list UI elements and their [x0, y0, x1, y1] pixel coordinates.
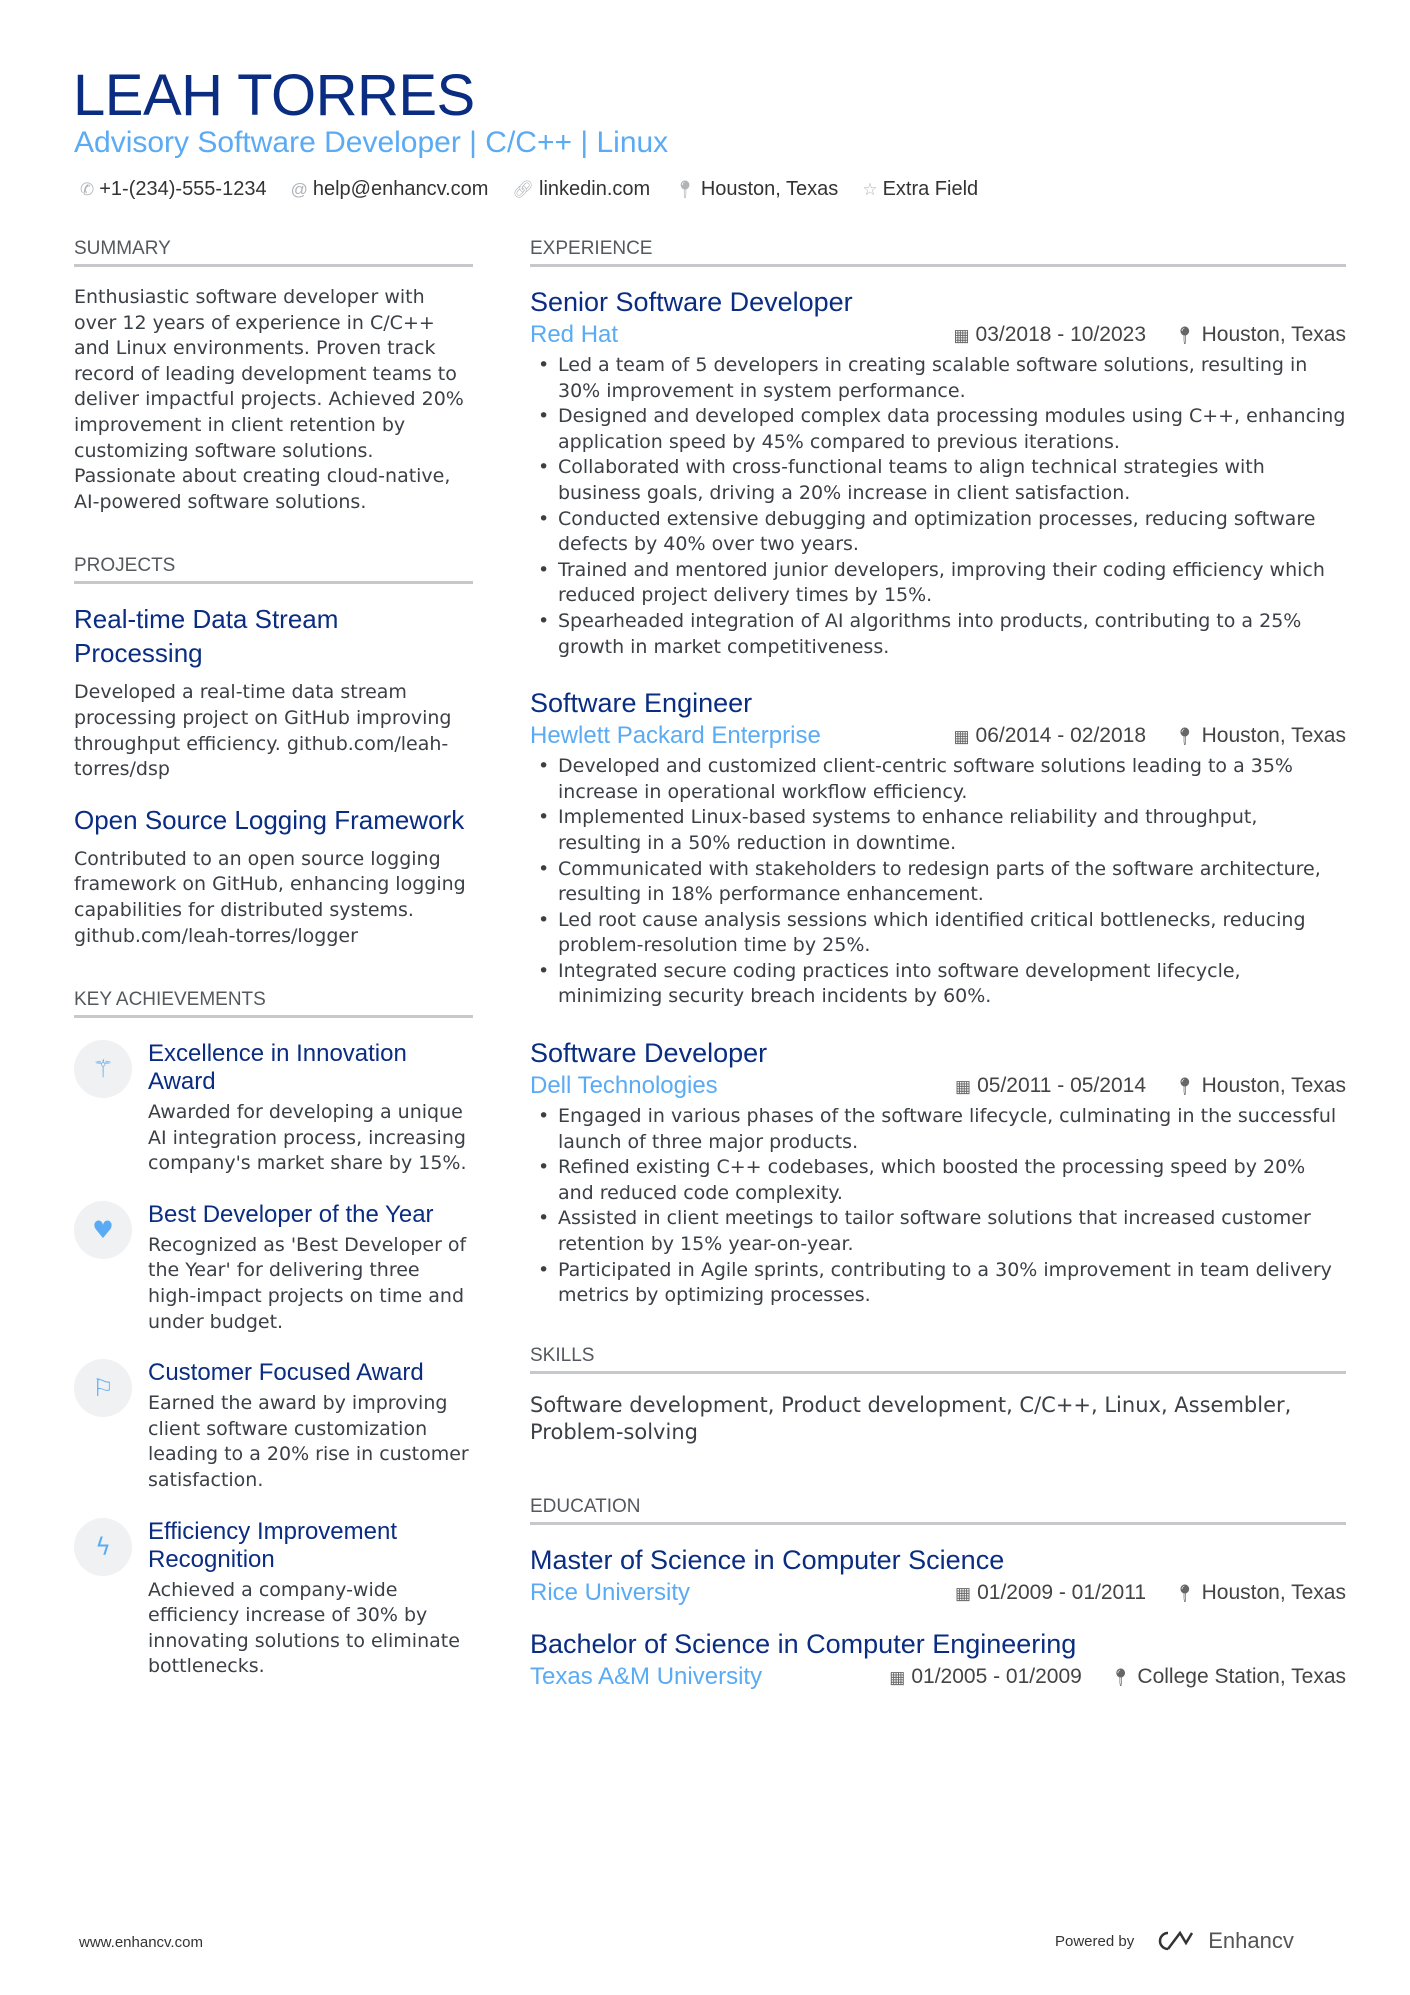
- education-location: College Station, Texas: [1137, 1664, 1346, 1688]
- job-entry: [530, 1036, 1346, 1309]
- footer-website[interactable]: www.enhancv.com: [79, 1934, 203, 1951]
- candidate-name: LEAH TORRES: [73, 63, 475, 128]
- job-location: Houston, Texas: [1201, 1074, 1346, 1098]
- job-bullets: [530, 754, 1346, 1010]
- footer-branding: [1055, 1928, 1294, 1954]
- job-title: Software Developer: [530, 1038, 768, 1069]
- job-bullet: • Conducted extensive debugging and optimization processes, reducing software defects by 40% over two years.: [530, 507, 1346, 558]
- extra-text: Extra Field: [882, 178, 979, 200]
- job-title: Software Engineer: [530, 688, 753, 719]
- achievement-text: Awarded for developing a unique AI integration process, increasing company's market share by 15%.: [148, 1101, 467, 1175]
- job-bullet: • Implemented Linux-based systems to enhance reliability and throughput, resulting in a 50% reduction in downtime.: [530, 805, 1346, 856]
- magic-wand-icon: ⚚: [74, 1040, 132, 1098]
- project-text: Contributed to an open source logging framework on GitHub, enhancing logging capabilities for distributed systems. github.com/leah-torres/logger: [74, 847, 466, 947]
- contact-extra: [862, 178, 978, 201]
- achievement-text: Earned the award by improving client software customization leading to a 20% rise in customer satisfaction.: [148, 1392, 469, 1492]
- skills-heading: SKILLS: [530, 1345, 1346, 1374]
- job-dates: 06/2014 - 02/2018: [975, 724, 1147, 748]
- summary-text: Enthusiastic software developer with over 12 years of experience in C/C++ and Linux environments. Proven track record of leading development teams to deliver impactful projects. Achieved 20% improvement in client retention by customizing software solutions. Passionate about creating cloud-native, AI-powered software solutions.: [74, 286, 464, 513]
- achievements-heading: KEY ACHIEVEMENTS: [74, 989, 473, 1018]
- job-bullets: [530, 1104, 1346, 1309]
- contact-email[interactable]: [291, 178, 489, 201]
- school-name: Rice University: [530, 1578, 691, 1606]
- job-bullet: • Assisted in client meetings to tailor software solutions that increased customer retention by 15% year-on-year.: [530, 1206, 1346, 1257]
- job-bullet: • Participated in Agile sprints, contributing to a 30% improvement in team delivery metrics by optimizing processes.: [530, 1258, 1346, 1309]
- job-bullet: • Collaborated with cross-functional teams to align technical strategies with business goals, driving a 20% increase in client satisfaction.: [530, 455, 1346, 506]
- right-column: [530, 238, 1346, 1711]
- calendar-icon: ▦: [955, 1077, 972, 1097]
- achievement-item: [74, 1359, 473, 1493]
- job-dates: 05/2011 - 05/2014: [977, 1074, 1147, 1098]
- education-entry: [530, 1543, 1346, 1607]
- job-bullet: • Communicated with stakeholders to redesign parts of the software architecture, resulting in 18% performance enhancement.: [530, 857, 1346, 908]
- company-name: Red Hat: [530, 321, 619, 348]
- candidate-title: Advisory Software Developer | C/C++ | Linux: [74, 126, 669, 159]
- calendar-icon: ▦: [955, 1583, 972, 1603]
- location-icon: 📍︎: [1174, 1583, 1196, 1603]
- job-bullet: • Designed and developed complex data processing modules using C++, enhancing application speed by 45% compared to previous iterations.: [530, 404, 1346, 455]
- job-entry: [530, 285, 1346, 660]
- job-entry: [530, 686, 1346, 1010]
- project-item: [74, 602, 473, 782]
- achievement-item: [74, 1040, 473, 1177]
- location-icon: 📍︎: [1109, 1667, 1132, 1687]
- calendar-icon: ▦: [953, 326, 970, 345]
- project-title: Real-time Data Stream Processing: [74, 604, 339, 669]
- email-text[interactable]: help@enhancv.com: [312, 178, 489, 200]
- phone-text: +1-(234)-555-1234: [99, 178, 267, 200]
- job-location: Houston, Texas: [1201, 724, 1346, 748]
- job-bullets: [530, 353, 1346, 660]
- powered-by-text: Powered by: [1055, 1932, 1135, 1950]
- achievement-item: [74, 1201, 473, 1335]
- flag-icon: ⚐: [74, 1359, 132, 1417]
- company-name: Hewlett Packard Enterprise: [530, 722, 821, 750]
- achievement-text: Recognized as 'Best Developer of the Year' for delivering three high-impact projects on time and under budget.: [148, 1233, 467, 1333]
- calendar-icon: ▦: [889, 1667, 906, 1687]
- achievement-title: Excellence in Innovation Award: [148, 1040, 407, 1096]
- contact-location: [674, 178, 838, 201]
- job-bullet: • Spearheaded integration of AI algorithms into products, contributing to a 25% growth in market competitiveness.: [530, 609, 1346, 660]
- school-name: Texas A&M University: [530, 1662, 763, 1690]
- projects-heading: PROJECTS: [74, 555, 473, 584]
- education-heading: EDUCATION: [530, 1496, 1346, 1525]
- job-title: Senior Software Developer: [530, 287, 853, 317]
- job-bullet: • Refined existing C++ codebases, which boosted the processing speed by 20% and reduced code complexity.: [530, 1155, 1346, 1206]
- left-column: [74, 238, 473, 1704]
- location-icon: 📍︎: [1174, 326, 1196, 345]
- location-icon: 📍︎: [1174, 727, 1196, 747]
- project-text: Developed a real-time data stream processing project on GitHub improving throughput efficiency. github.com/leah-torres/dsp: [74, 681, 452, 781]
- degree: Master of Science in Computer Science: [530, 1544, 1005, 1575]
- education-entry: [530, 1627, 1346, 1691]
- skills-text: Software development, Product development, C/C++, Linux, Assembler, Problem-solving: [530, 1392, 1292, 1444]
- achievement-title: Customer Focused Award: [148, 1359, 424, 1387]
- experience-heading: EXPERIENCE: [530, 238, 1346, 267]
- enhancv-logo-icon: [1154, 1929, 1198, 1953]
- linkedin-text[interactable]: linkedin.com: [539, 178, 651, 200]
- achievement-title: Best Developer of the Year: [148, 1200, 434, 1228]
- company-name: Dell Technologies: [530, 1072, 718, 1100]
- achievement-title: Efficiency Improvement Recognition: [148, 1517, 397, 1573]
- calendar-icon: ▦: [953, 727, 970, 747]
- location-icon: 📍︎: [674, 180, 696, 199]
- heart-icon: ♥: [74, 1201, 132, 1259]
- degree: Bachelor of Science in Computer Engineering: [530, 1628, 1077, 1659]
- job-bullet: • Led root cause analysis sessions which identified critical bottlenecks, reducing problem-resolution time by 25%.: [530, 908, 1346, 959]
- job-bullet: • Developed and customized client-centric software solutions leading to a 35% increase in operational workflow efficiency.: [530, 754, 1346, 805]
- bolt-icon: ϟ: [74, 1518, 132, 1576]
- star-icon: ☆: [862, 180, 878, 199]
- phone-icon: ✆: [80, 180, 95, 199]
- project-item: [74, 803, 473, 949]
- at-icon: @: [290, 180, 308, 199]
- education-dates: 01/2009 - 01/2011: [977, 1580, 1147, 1604]
- project-title: Open Source Logging Framework: [74, 804, 465, 835]
- contact-linkedin[interactable]: [512, 178, 650, 201]
- job-bullet: • Integrated secure coding practices into software development lifecycle, minimizing security breach incidents by 60%.: [530, 959, 1346, 1010]
- job-bullet: • Trained and mentored junior developers, improving their coding efficiency which reduced project delivery times by 15%.: [530, 558, 1346, 609]
- job-dates: 03/2018 - 10/2023: [975, 323, 1147, 346]
- job-location: Houston, Texas: [1201, 323, 1346, 346]
- achievement-text: Achieved a company-wide efficiency increase of 30% by innovating solutions to eliminate bottlenecks.: [148, 1578, 460, 1678]
- summary-heading: SUMMARY: [74, 238, 473, 267]
- job-bullet: • Engaged in various phases of the software lifecycle, culminating in the successful launch of three major products.: [530, 1104, 1346, 1155]
- achievement-item: [74, 1518, 473, 1680]
- job-bullet: • Led a team of 5 developers in creating scalable software solutions, resulting in 30% improvement in system performance.: [530, 353, 1346, 404]
- location-icon: 📍︎: [1174, 1077, 1196, 1097]
- contact-bar: [80, 178, 978, 201]
- enhancv-brand: Enhancv: [1208, 1928, 1294, 1953]
- education-location: Houston, Texas: [1201, 1580, 1346, 1604]
- education-dates: 01/2005 - 01/2009: [911, 1664, 1082, 1688]
- link-icon: 🔗︎: [512, 180, 535, 199]
- contact-phone: [80, 178, 267, 201]
- location-text: Houston, Texas: [700, 178, 839, 200]
